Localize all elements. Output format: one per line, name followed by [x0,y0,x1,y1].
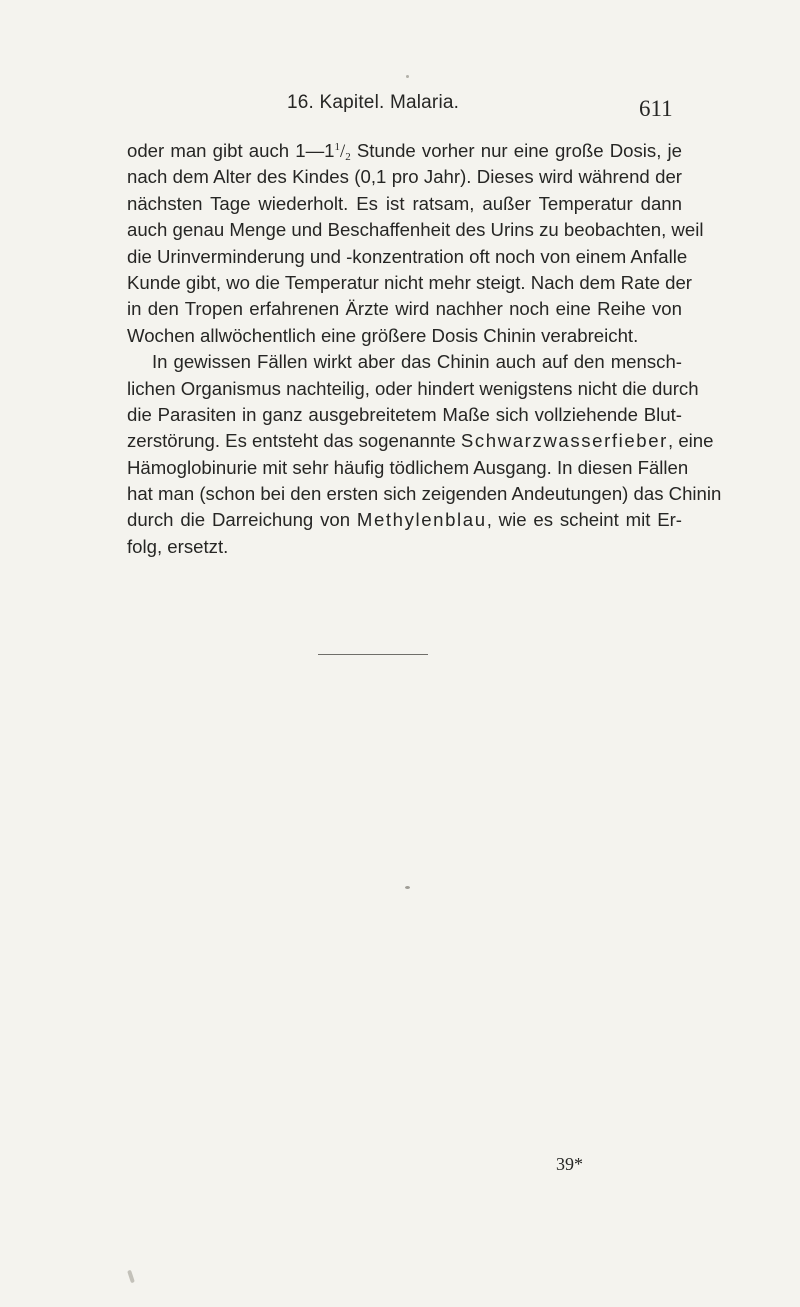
text-segment: Stunde vorher nur eine große Dosis, je [350,140,683,161]
page-number: 611 [639,96,673,121]
text-segment: oder man gibt auch 1—1 [127,140,335,161]
text-line: folg, ersetzt. [127,535,229,557]
text-line: die Parasiten in ganz ausgebreitetem Maße sich vollziehende Blut- [127,403,682,425]
text-line: nach dem Alter des Kindes (0,1 pro Jahr). Dieses wird während der [127,166,682,188]
paper-speck [405,886,410,889]
text-line: die Urinverminderung und -konzentration oft noch von einem Anfalle [127,245,688,267]
text-line: In gewissen Fällen wirkt aber das Chinin auch auf den mensch- [152,351,682,373]
body-text [127,138,722,560]
text-segment: zerstörung. Es entsteht das sogenannte [127,430,461,452]
chapter-title: 16. Kapitel. Malaria. [287,92,460,113]
text-line: nächsten Tage wiederholt. Es ist ratsam, außer Temperatur dann [127,192,682,214]
text-line: auch genau Menge und Beschaffenheit des Urins zu beobachten, weil [127,219,704,241]
signature-mark: 39* [556,1154,583,1174]
running-head [0,92,800,122]
text-line: hat man (schon bei den ersten sich zeigenden Andeutungen) das Chinin [127,483,722,505]
text-segment: , eine [667,430,714,452]
text-line: lichen Organismus nachteilig, oder hindert wenigstens nicht die durch [127,377,699,399]
fraction-denominator: 2 [345,151,351,163]
text-line: Wochen allwöchentlich eine größere Dosis Chinin verabreicht. [127,324,639,346]
paper-speck [406,75,409,78]
emphasized-term: Schwarzwasserfieber [460,430,668,452]
text-line: in den Tropen erfahrenen Ärzte wird nachher noch eine Reihe von [127,298,682,320]
emphasized-term: Methylenblau [356,509,487,531]
paper-speck [127,1270,135,1284]
fraction: $^1/_2$ [334,141,351,163]
text-segment: durch die Darreichung von [127,509,357,531]
fraction-numerator: 1 [334,141,341,153]
section-divider [318,654,428,655]
text-line [127,428,714,454]
text-line [127,138,682,164]
text-segment: , wie es scheint mit Er- [486,509,682,531]
text-line [127,507,682,533]
text-line: Kunde gibt, wo die Temperatur nicht mehr steigt. Nach dem Rate der [127,271,692,293]
text-line: Hämoglobinurie mit sehr häufig tödlichem Ausgang. In diesen Fällen [127,456,689,478]
